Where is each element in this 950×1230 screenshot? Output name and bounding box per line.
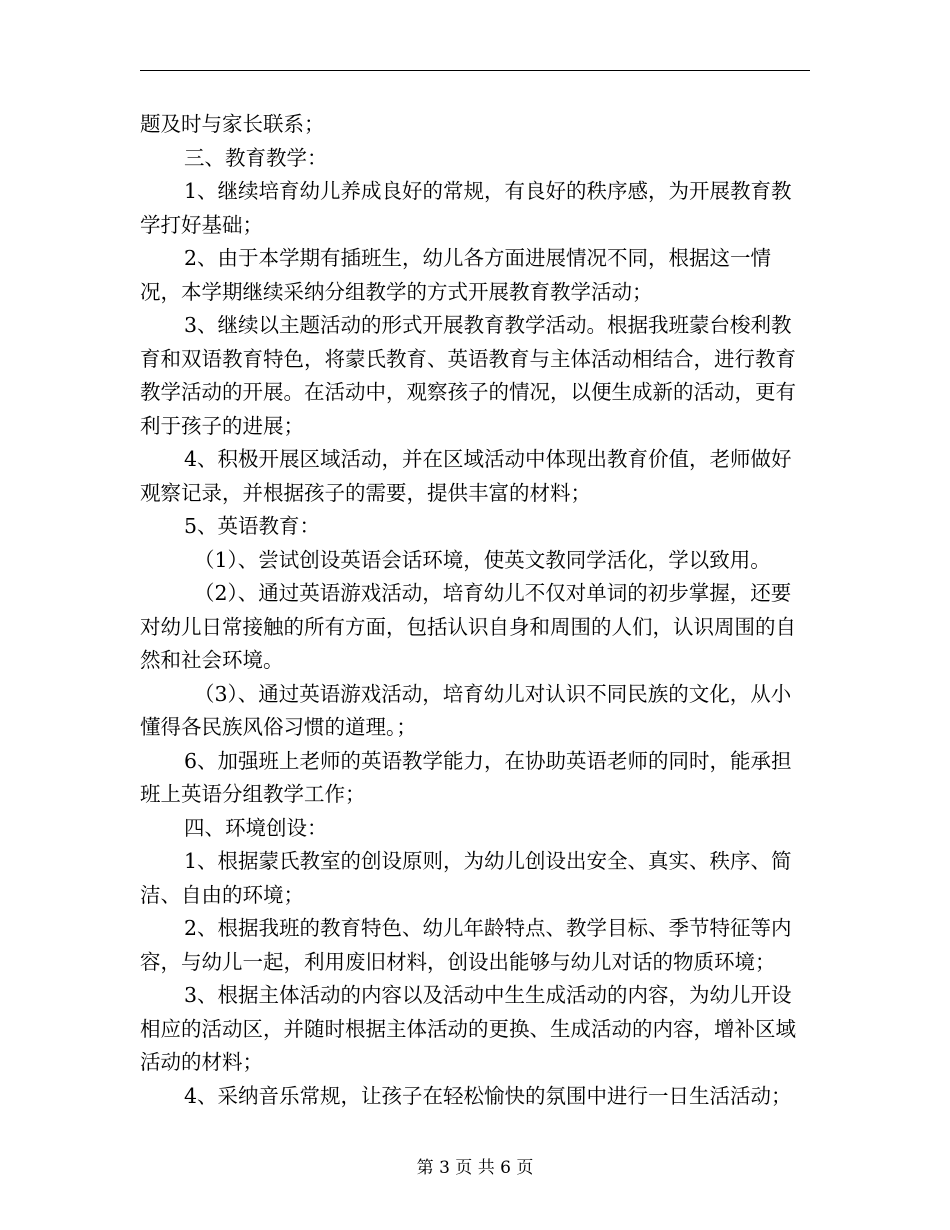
paragraph-3: 2、由于本学期有插班生，幼儿各方面进展情况不同，根据这一情况，本学期继续采纳分组教学的方式开展教育教学活动；	[140, 246, 772, 304]
paragraph-15: 4、采纳音乐常规，让孩子在轻松愉快的氛围中进行一日生活活动；	[184, 1083, 792, 1108]
header-rule	[140, 70, 810, 71]
paragraph-9: （3）、通过英语游戏活动，培育幼儿对认识不同民族的文化，从小懂得各民族风俗习惯的道理。；	[140, 681, 792, 739]
page-footer: 第 3 页 共 6 页	[416, 1158, 534, 1178]
paragraph-12: 1、根据蒙氏教室的创设原则，为幼儿创设出安全、真实、秩序、简洁、自由的环境；	[140, 849, 792, 907]
section-heading-environment: 四、环境创设：	[184, 815, 328, 840]
paragraph-2: 1、继续培育幼儿养成良好的常规，有良好的秩序感，为开展教育教学打好基础；	[140, 179, 792, 237]
paragraph-14: 3、根据主体活动的内容以及活动中生生成活动的内容，为幼儿开设相应的活动区，并随时根据主体活动的更换、生成活动的内容，增补区域活动的材料；	[140, 983, 796, 1074]
paragraph-4: 3、继续以主题活动的形式开展教育教学活动。根据我班蒙台梭利教育和双语教育特色，将蒙氏教育、英语教育与主体活动相结合，进行教育教学活动的开展。在活动中，观察孩子的情况，以便生成新的活动，更有利于孩子的进展；	[140, 313, 796, 438]
section-heading-education: 三、教育教学：	[184, 145, 328, 170]
paragraph-0: 题及时与家长联系；	[140, 112, 325, 136]
paragraph-5: 4、积极开展区域活动，并在区域活动中体现出教育价值，老师做好观察记录，并根据孩子的需要，提供丰富的材料；	[140, 447, 792, 505]
document-body	[140, 108, 810, 1113]
paragraph-13: 2、根据我班的教育特色、幼儿年龄特点、教学目标、季节特征等内容，与幼儿一起，利用废旧材料，创设出能够与幼儿对话的物质环境；	[140, 916, 792, 974]
paragraph-6: 5、英语教育：	[184, 514, 321, 538]
paragraph-7: （1）、尝试创设英语会话环境，使英文教同学活化，学以致用。	[194, 547, 771, 572]
paragraph-10: 6、加强班上老师的英语教学能力，在协助英语老师的同时，能承担班上英语分组教学工作；	[140, 748, 792, 806]
paragraph-8: （2）、通过英语游戏活动，培育幼儿不仅对单词的初步掌握，还要对幼儿日常接触的所有方面，包括认识自身和周围的人们，认识周围的自然和社会环境。	[140, 581, 796, 672]
